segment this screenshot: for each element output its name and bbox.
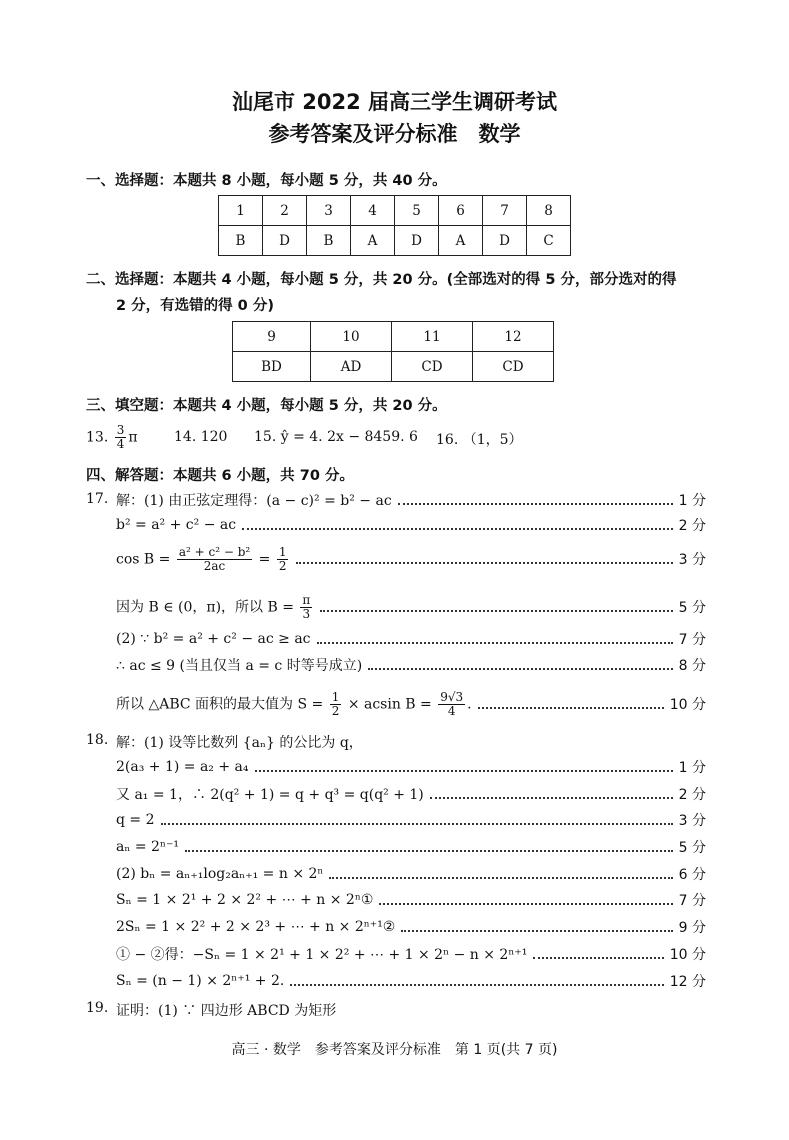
score: 7 分 bbox=[678, 632, 706, 648]
q16-answer: 16. （1，5） bbox=[436, 432, 523, 448]
score: 5 分 bbox=[678, 840, 706, 856]
table-cell: 1 bbox=[219, 196, 263, 226]
step-text: 解：(1) 由正弦定理得：(a − c)² = b² − ac bbox=[116, 493, 392, 509]
q17-step-3 bbox=[116, 542, 706, 576]
fraction bbox=[300, 594, 312, 621]
q18-label: 18. bbox=[86, 732, 109, 748]
eq-part: = bbox=[258, 551, 271, 567]
table-cell: 9 bbox=[233, 322, 311, 352]
score: 10 分 bbox=[669, 947, 706, 963]
score: 8 分 bbox=[678, 658, 706, 674]
numerator: π bbox=[302, 592, 311, 607]
step-text bbox=[116, 594, 314, 621]
leader-dots bbox=[317, 642, 673, 644]
score: 6 分 bbox=[678, 867, 706, 883]
table-cell: D bbox=[395, 226, 439, 256]
table-cell: 11 bbox=[392, 322, 473, 352]
fraction bbox=[277, 546, 289, 573]
step-text: aₙ = 2ⁿ⁻¹ bbox=[116, 839, 179, 855]
score: 1 分 bbox=[678, 760, 706, 776]
leader-dots bbox=[161, 823, 673, 825]
q13-pi: π bbox=[128, 429, 138, 446]
leader-dots bbox=[255, 770, 673, 772]
fraction bbox=[330, 691, 342, 718]
eq-part: 因为 B ∈ (0，π)，所以 B = bbox=[116, 599, 294, 615]
table-cell: D bbox=[263, 226, 307, 256]
table-row bbox=[233, 322, 554, 352]
denominator: 2 bbox=[278, 558, 287, 573]
score: 5 分 bbox=[678, 600, 706, 616]
table-cell: 12 bbox=[473, 322, 554, 352]
table-cell: CD bbox=[392, 352, 473, 382]
step-text: 2Sₙ = 1 × 2² + 2 × 2³ + ⋯ + n × 2ⁿ⁺¹② bbox=[116, 919, 396, 935]
q18-step-7 bbox=[116, 917, 706, 937]
table-row bbox=[219, 196, 571, 226]
q18-step-6 bbox=[116, 890, 706, 910]
q13-answer bbox=[86, 424, 138, 451]
leader-dots bbox=[290, 984, 663, 986]
table-cell: 2 bbox=[263, 196, 307, 226]
numerator: 1 bbox=[278, 544, 287, 559]
leader-dots bbox=[379, 903, 672, 905]
q17-step-1 bbox=[116, 490, 706, 510]
leader-dots bbox=[478, 707, 664, 709]
q18-step-4 bbox=[116, 837, 706, 857]
q17-step-6 bbox=[116, 655, 706, 675]
q17-step-7 bbox=[116, 687, 706, 721]
q17-step-2 bbox=[116, 515, 706, 535]
step-text: ∴ ac ≤ 9 (当且仅当 a = c 时等号成立) bbox=[116, 658, 363, 674]
table-cell: CD bbox=[473, 352, 554, 382]
section2-heading-cont: 2 分，有选错的得 0 分) bbox=[116, 298, 274, 314]
q13-label: 13. bbox=[86, 429, 109, 446]
score: 2 分 bbox=[678, 518, 706, 534]
q18-step-8 bbox=[116, 944, 706, 964]
q19-label: 19. bbox=[86, 1000, 109, 1016]
step-text: (2) ∵ b² = a² + c² − ac ≥ ac bbox=[116, 631, 311, 647]
leader-dots bbox=[401, 930, 672, 932]
denominator: 2 bbox=[331, 703, 340, 718]
table-row bbox=[219, 226, 571, 256]
step-text bbox=[116, 546, 290, 573]
table-cell: C bbox=[527, 226, 571, 256]
table-cell: 4 bbox=[351, 196, 395, 226]
score: 12 分 bbox=[669, 974, 706, 990]
step-text: ① − ②得：−Sₙ = 1 × 2¹ + 1 × 2² + ⋯ + 1 × 2ⁿ − n × 2ⁿ⁺¹ bbox=[116, 947, 528, 963]
score: 10 分 bbox=[669, 697, 706, 713]
q14-answer: 14. 120 bbox=[174, 429, 228, 445]
numerator: 1 bbox=[331, 689, 340, 704]
denominator: 4 bbox=[447, 703, 456, 718]
q18-step-5 bbox=[116, 864, 706, 884]
numerator: a² + c² − b² bbox=[178, 544, 251, 559]
step-text: Sₙ = 1 × 2¹ + 2 × 2² + ⋯ + n × 2ⁿ① bbox=[116, 892, 374, 908]
table-cell: A bbox=[439, 226, 483, 256]
q19-intro: 证明：(1) ∵ 四边形 ABCD 为矩形 bbox=[116, 1003, 337, 1019]
table-cell: 7 bbox=[483, 196, 527, 226]
eq-part: × acsin B = bbox=[347, 696, 432, 712]
q13-fraction bbox=[115, 424, 127, 451]
leader-dots bbox=[185, 850, 673, 852]
q18-step-9 bbox=[116, 971, 706, 991]
fraction bbox=[177, 546, 252, 573]
q18-step-2 bbox=[116, 784, 706, 804]
table-cell: 10 bbox=[311, 322, 392, 352]
q18-intro: 解：(1) 设等比数列 {aₙ} 的公比为 q， bbox=[116, 735, 363, 751]
numerator: 3 bbox=[116, 423, 125, 437]
table-cell: 3 bbox=[307, 196, 351, 226]
denominator: 3 bbox=[302, 606, 311, 621]
score: 2 分 bbox=[678, 787, 706, 803]
denominator: 4 bbox=[116, 437, 125, 451]
section2-answer-table bbox=[232, 321, 554, 382]
q17-label: 17. bbox=[86, 491, 109, 507]
section3-heading: 三、填空题：本题共 4 小题，每小题 5 分，共 20 分。 bbox=[86, 398, 447, 414]
score: 1 分 bbox=[678, 493, 706, 509]
numerator: 9√3 bbox=[440, 689, 464, 704]
leader-dots bbox=[368, 668, 672, 670]
leader-dots bbox=[320, 610, 672, 612]
q17-step-4 bbox=[116, 590, 706, 624]
score: 7 分 bbox=[678, 893, 706, 909]
step-text: 又 a₁ = 1，∴ 2(q² + 1) = q + q³ = q(q² + 1) bbox=[116, 787, 424, 803]
score: 9 分 bbox=[678, 920, 706, 936]
leader-dots bbox=[398, 503, 673, 505]
step-text: q = 2 bbox=[116, 812, 155, 828]
denominator: 2ac bbox=[203, 558, 226, 573]
table-cell: 8 bbox=[527, 196, 571, 226]
page-footer: 高三 · 数学 参考答案及评分标准 第 1 页(共 7 页) bbox=[231, 1042, 558, 1058]
section1-heading: 一、选择题：本题共 8 小题，每小题 5 分，共 40 分。 bbox=[86, 173, 447, 189]
table-cell: B bbox=[307, 226, 351, 256]
q18-step-1 bbox=[116, 757, 706, 777]
step-text: Sₙ = (n − 1) × 2ⁿ⁺¹ + 2. bbox=[116, 973, 285, 989]
table-cell: A bbox=[351, 226, 395, 256]
step-text: b² = a² + c² − ac bbox=[116, 517, 237, 533]
page-subtitle: 参考答案及评分标准 数学 bbox=[268, 122, 521, 146]
table-cell: D bbox=[483, 226, 527, 256]
table-cell: 5 bbox=[395, 196, 439, 226]
leader-dots bbox=[430, 797, 673, 799]
section4-heading: 四、解答题：本题共 6 小题，共 70 分。 bbox=[86, 468, 354, 484]
fraction bbox=[438, 691, 465, 718]
table-cell: B bbox=[219, 226, 263, 256]
page-title: 汕尾市 2022 届高三学生调研考试 bbox=[231, 90, 558, 114]
section2-heading: 二、选择题：本题共 4 小题，每小题 5 分，共 20 分。(全部选对的得 5 分，部分选对的得 bbox=[86, 272, 677, 288]
eq-part: cos B = bbox=[116, 551, 171, 567]
score: 3 分 bbox=[678, 813, 706, 829]
table-cell: 6 bbox=[439, 196, 483, 226]
section1-answer-table bbox=[218, 195, 571, 256]
table-cell: AD bbox=[311, 352, 392, 382]
step-text: 2(a₃ + 1) = a₂ + a₄ bbox=[116, 759, 249, 775]
leader-dots bbox=[329, 877, 672, 879]
step-text bbox=[116, 691, 472, 718]
table-cell: BD bbox=[233, 352, 311, 382]
leader-dots bbox=[242, 528, 673, 530]
q18-step-3 bbox=[116, 810, 706, 830]
eq-part: 所以 △ABC 面积的最大值为 S = bbox=[116, 696, 324, 712]
step-text: (2) bₙ = aₙ₊₁log₂aₙ₊₁ = n × 2ⁿ bbox=[116, 866, 324, 882]
eq-part: . bbox=[467, 696, 472, 712]
leader-dots bbox=[533, 957, 663, 959]
q17-step-5 bbox=[116, 629, 706, 649]
leader-dots bbox=[296, 562, 672, 564]
table-row bbox=[233, 352, 554, 382]
score: 3 分 bbox=[678, 552, 706, 568]
q15-answer: 15. ŷ = 4. 2x − 8459. 6 bbox=[254, 429, 418, 445]
